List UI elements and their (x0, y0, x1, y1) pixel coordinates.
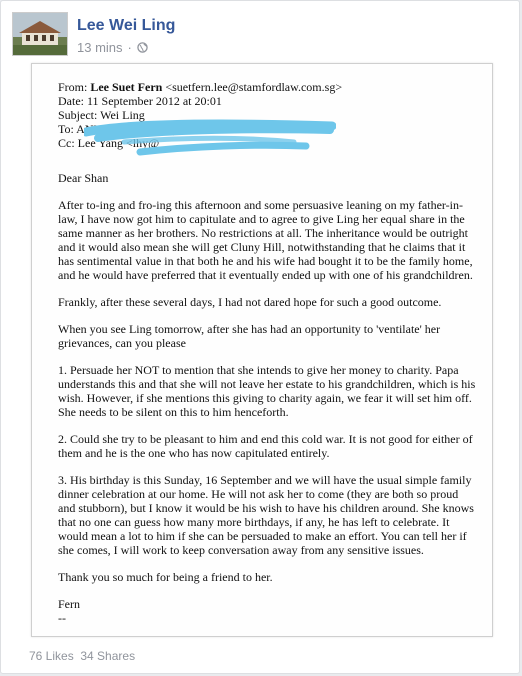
shares-count[interactable]: 34 Shares (80, 649, 136, 663)
email-subject: Subject: Wei Ling (58, 108, 145, 122)
redaction-scribble (84, 112, 336, 158)
email-cc: Cc: Lee Yang <lhy@ (58, 136, 160, 150)
email-date: Date: 11 September 2012 at 20:01 (58, 94, 222, 108)
email-paragraph: Dear Shan (58, 171, 109, 185)
email-to: To: ANMUGAM (MFA) (58, 122, 177, 136)
from-address: <suetfern.lee@stamfordlaw.com.sg> (165, 80, 343, 94)
from-label: From: (58, 80, 88, 94)
post-author[interactable]: Lee Wei Ling (77, 17, 176, 34)
house-photo-icon (13, 13, 67, 55)
avatar[interactable] (12, 12, 68, 56)
email-paragraph: 3. His birthday is this Sunday, 16 September and we will have the usual simple family dinner celebration at our home. He will not ask her to come (they are both so proud and stubborn), but I know it would be his wish to have his children around. She knows that no one can guess how many more birthdays, if any, he has left to celebrate. It would mean a lot to him if she can be persuaded to make an effort. You can tell her if she comes, I will work to keep conversation away from any sensitive issues. (58, 473, 474, 557)
email-paragraph: 2. Could she try to be pleasant to him and end this cold war. It is not good for either of them and he is the one who has now capitulated entirely. (58, 432, 473, 460)
email-paragraph: Thank you so much for being a friend to her. (58, 570, 273, 584)
email-from (58, 80, 478, 94)
likes-count[interactable]: 76 Likes (29, 649, 74, 663)
post-stats (29, 649, 135, 663)
meta-separator: · (127, 40, 132, 55)
post-meta (77, 40, 148, 55)
email-screenshot[interactable] (31, 63, 493, 637)
from-name: Lee Suet Fern (90, 80, 163, 94)
globe-icon[interactable] (137, 42, 148, 53)
email-paragraph: When you see Ling tomorrow, after she has had an opportunity to 'ventilate' her grievances, can you please (58, 322, 441, 350)
email-paragraph: After to-ing and fro-ing this afternoon and some persuasive leaning on my father-in-law, I have now got him to capitulate and to agree to give Ling her equal share in the same manner as her brothers. No restrictions at all. The inheritance would be outright and it would also mean she will get Cluny Hill, notwithstanding that he claims that it has sentimental value in that both he and his wife had bought it to be the family home, and he would have preferred that it eventually ended up with one of his grandchildren. (58, 198, 473, 282)
post-timestamp[interactable]: 13 mins (77, 40, 123, 55)
email-signature: Fern -- (58, 597, 80, 625)
email-paragraph: 1. Persuade her NOT to mention that she intends to give her money to charity. Papa understands this and that she will not leave her estate to his grandchildren, which is his wish. However, if she mentions this giving to charity again, we fear it will set him off. She needs to be silent on this to him henceforth. (58, 363, 476, 419)
email-body (58, 171, 476, 638)
email-paragraph: Frankly, after these several days, I had not dared hope for such a good outcome. (58, 295, 442, 309)
